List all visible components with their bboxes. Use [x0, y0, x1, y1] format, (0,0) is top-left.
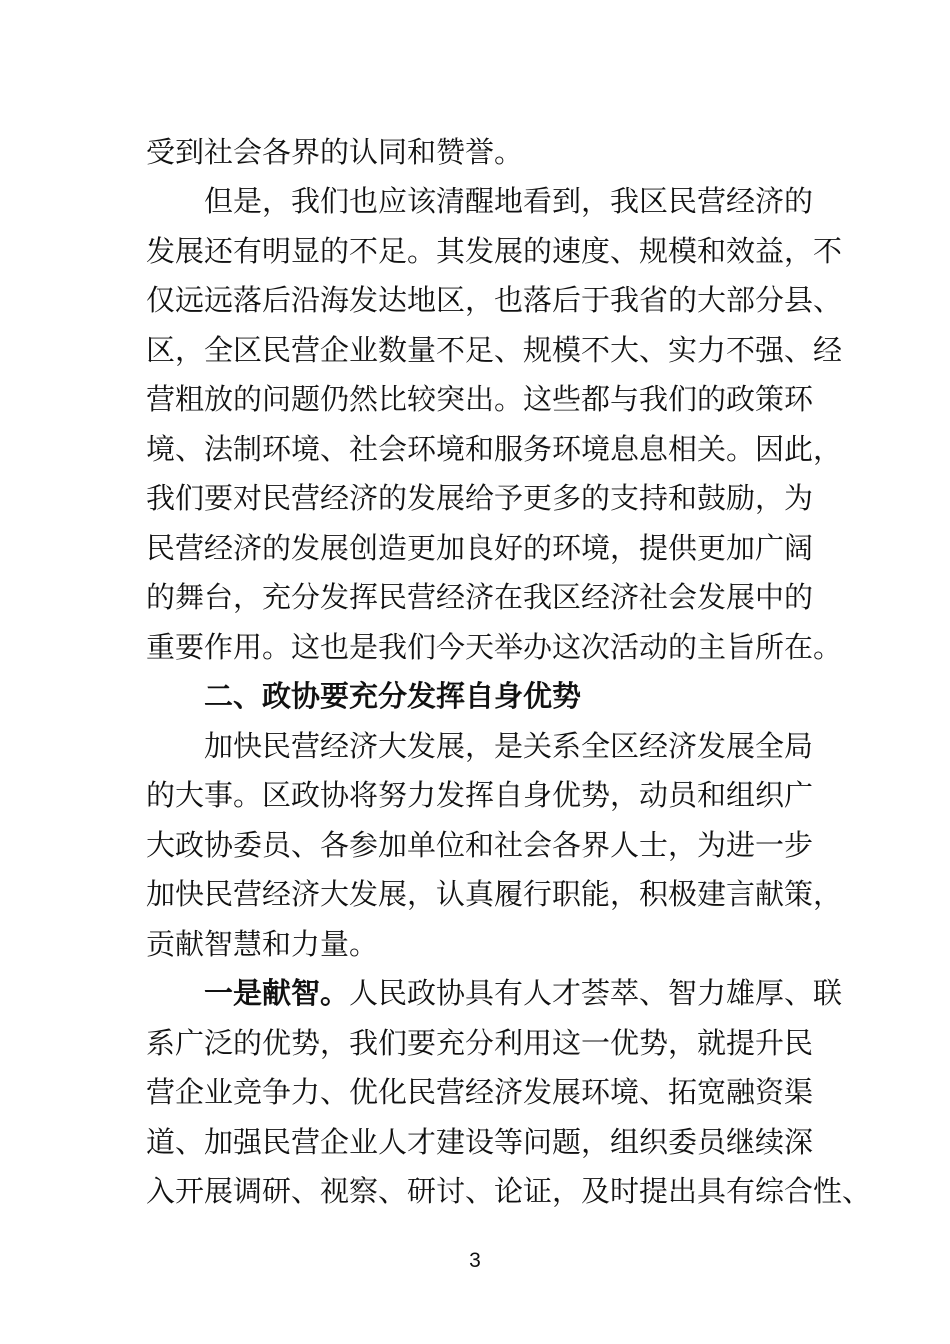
paragraph-line: 系广泛的优势，我们要充分利用这一优势，就提升民 [146, 1026, 814, 1060]
paragraph-line: 民营经济的发展创造更加良好的环境，提供更加广阔 [146, 531, 814, 565]
paragraph-line: 营企业竞争力、优化民营经济发展环境、拓宽融资渠 [146, 1075, 814, 1109]
paragraph-line: 我们要对民营经济的发展给予更多的支持和鼓励，为 [146, 481, 814, 515]
lead-in-text: 人民政协具有人才荟萃、智力雄厚、联 [349, 976, 843, 1010]
paragraph-line: 境、法制环境、社会环境和服务环境息息相关。因此， [146, 432, 843, 466]
paragraph-line: 加快民营经济大发展，是关系全区经济发展全局 [204, 729, 814, 763]
lead-in-label: 一是献智。 [204, 976, 350, 1010]
paragraph-line [204, 973, 843, 1013]
paragraph-line: 道、加强民营企业人才建设等问题，组织委员继续深 [146, 1125, 814, 1159]
paragraph-line: 区，全区民营企业数量不足、规模不大、实力不强、经 [146, 333, 843, 367]
paragraph-line: 重要作用。这也是我们今天举办这次活动的主旨所在。 [146, 630, 843, 664]
paragraph-line: 发展还有明显的不足。其发展的速度、规模和效益，不 [146, 234, 843, 268]
page-number: 3 [469, 1249, 481, 1272]
paragraph-line: 入开展调研、视察、研讨、论证，及时提出具有综合性、 [146, 1174, 872, 1208]
paragraph-line: 仅远远落后沿海发达地区，也落后于我省的大部分县、 [146, 283, 843, 317]
paragraph-line: 但是，我们也应该清醒地看到，我区民营经济的 [204, 184, 814, 218]
paragraph-line: 加快民营经济大发展，认真履行职能，积极建言献策， [146, 877, 843, 911]
section-heading: 二、政协要充分发挥自身优势 [204, 679, 582, 713]
paragraph-line: 的大事。区政协将努力发挥自身优势，动员和组织广 [146, 778, 814, 812]
paragraph-line: 大政协委员、各参加单位和社会各界人士，为进一步 [146, 828, 814, 862]
paragraph-line: 受到社会各界的认同和赞誉。 [146, 135, 524, 169]
paragraph-line: 营粗放的问题仍然比较突出。这些都与我们的政策环 [146, 382, 814, 416]
paragraph-line: 的舞台，充分发挥民营经济在我区经济社会发展中的 [146, 580, 814, 614]
paragraph-line: 贡献智慧和力量。 [146, 927, 379, 961]
